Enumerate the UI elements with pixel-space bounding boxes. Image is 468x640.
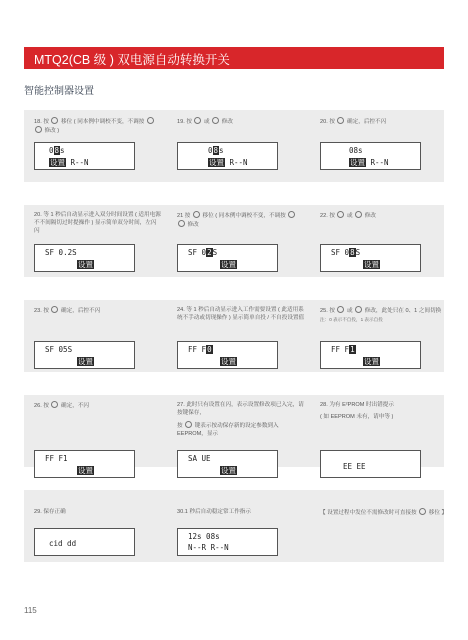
key-icon: [51, 401, 58, 408]
step-text: 23. 按 确定，后控不闪: [34, 308, 101, 314]
key-icon: [147, 117, 154, 124]
step-text: 19. 按 或 修改: [177, 119, 233, 125]
lcd-display: FF F0 设置: [177, 341, 278, 369]
step-text: 22. 按 或 修改: [320, 213, 376, 219]
lcd-display: 08s 设置 R--N: [320, 142, 421, 170]
step-text: 28. 为有 E²PROM 时出错提示 ( 如 EEPROM 未有，请申等 ): [320, 402, 394, 420]
step-text: 21 按 移位 ( 同本例中调校不变，不调按 修改: [177, 211, 305, 229]
lcd-display: SF 0.2S 设置: [34, 244, 135, 272]
key-icon: [35, 126, 42, 133]
lcd-display: 12s 08s N--R R--N: [177, 528, 278, 556]
key-icon: [194, 117, 201, 124]
lcd-display: cid dd: [34, 528, 135, 556]
lcd-display: FF F1 设置: [320, 341, 421, 369]
key-icon: [185, 421, 192, 428]
lcd-display: 08s 设置 R--N: [177, 142, 278, 170]
step-text: 30.1 秒后自动稳定常工作指示: [177, 509, 251, 515]
lcd-display: SF 08S 设置: [320, 244, 421, 272]
key-icon: [193, 211, 200, 218]
section-title: 智能控制器设置: [24, 86, 94, 97]
lcd-display: 08s 设置 R--N: [34, 142, 135, 170]
key-icon: [178, 220, 185, 227]
key-icon: [337, 306, 344, 313]
key-icon: [337, 211, 344, 218]
key-icon: [419, 508, 426, 515]
key-icon: [51, 117, 58, 124]
key-icon: [337, 117, 344, 124]
step-text: 24. 等 1 秒后自动显示进入工作需要设置 ( 此适用系统不手动或切现操作 ) 显示简单自投 / 不自投设置值: [177, 307, 305, 321]
step-text: 25. 按 或 修改，此处只在 0、1 之间切换 注：0 表示不自投，1 表示自投: [320, 306, 448, 324]
key-icon: [51, 306, 58, 313]
lcd-display: EE EE: [320, 450, 421, 478]
page-number: 115: [24, 606, 37, 615]
step-text: 20. 等 1 秒后自动显示进入双分时间设置 ( 适用电源不不间隔切过时提操作 ) 显示简单双分时间，左闪闪: [34, 212, 161, 234]
key-icon: [288, 211, 295, 218]
lcd-display: FF F1 设置: [34, 450, 135, 478]
step-text: 27. 此时只有设置在闪，表示设置修改项已入完，请按键保存， 按 键表示按动保存新的设定参数到入 EEPROM，显示: [177, 402, 304, 437]
title-banner: [24, 47, 444, 69]
key-icon: [212, 117, 219, 124]
step-text: 26. 按 确定，不闪: [34, 403, 90, 409]
step-text: 29. 保存正确: [34, 509, 66, 515]
lcd-display: SF 05S 设置: [34, 341, 135, 369]
page-title: MTQ2(CB 级 ) 双电源自动转换开关: [34, 53, 230, 67]
step-text: 20. 按 确定，后控不闪: [320, 119, 387, 125]
step-text: 18. 按 移位 ( 同本例中调校不变，不调按 修改 ): [34, 117, 162, 135]
step-note: 注：0 表示不自投，1 表示自投: [320, 317, 383, 322]
step-text: 【 设置过程中发位不需修改时可直接按 移位 】: [320, 510, 448, 516]
lcd-display: SA UE 设置: [177, 450, 278, 478]
lcd-display: SF 02S 设置: [177, 244, 278, 272]
key-icon: [355, 306, 362, 313]
key-icon: [355, 211, 362, 218]
